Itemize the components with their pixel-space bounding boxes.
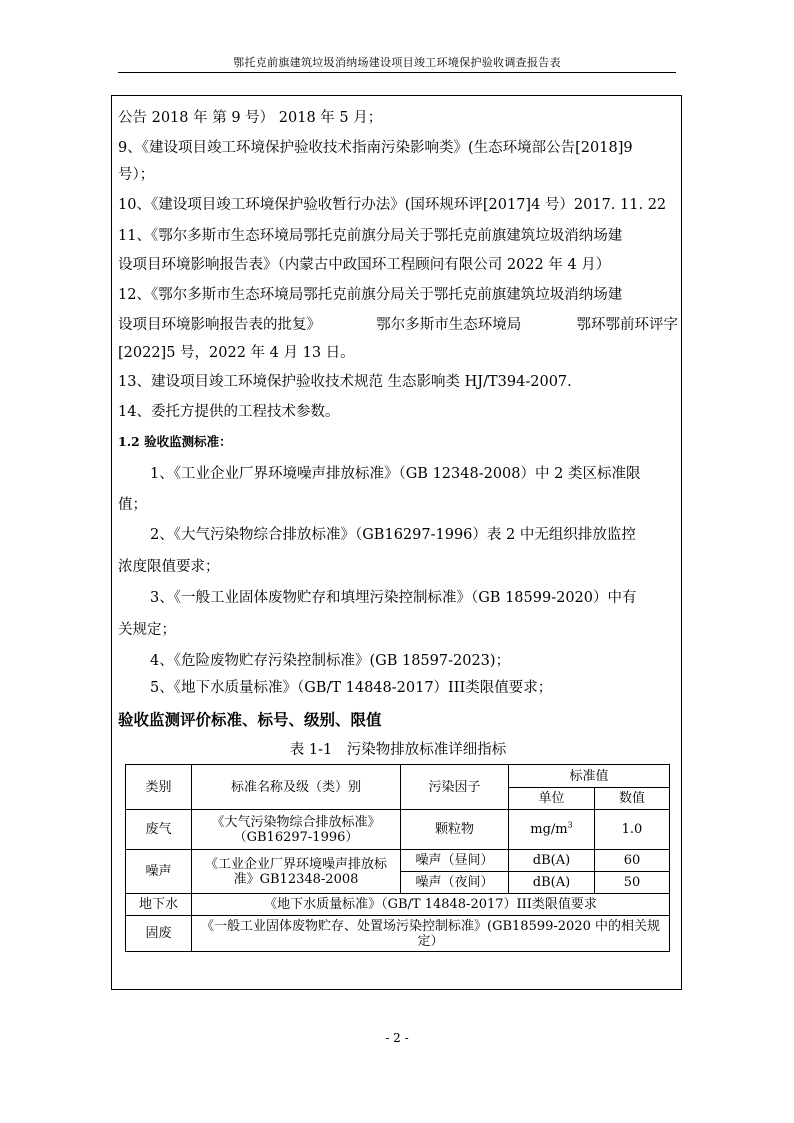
cell-factor: 噪声（夜间）: [401, 872, 509, 894]
standards-table: [125, 764, 670, 952]
text-line: 13、建设项目竣工环境保护验收技术规范 生态影响类 HJ/T394-2007.: [118, 374, 572, 390]
cell-unit: dB(A): [509, 872, 595, 894]
text-line: 值；: [118, 497, 147, 513]
text-line: 设项目环境影响报告表》（内蒙古中政国环工程顾问有限公司 2022 年 4 月）: [118, 257, 611, 273]
text-segment: 鄂尔多斯市生态环境局: [376, 317, 522, 333]
cell-content: [192, 916, 670, 952]
cell-standard-line: 《工业企业厂界环境噪声排放标: [204, 856, 387, 872]
table-row: [126, 894, 670, 916]
text-line: 10、《建设项目竣工环境保护验收暂行办法》(国环规环评[2017]4 号）2017. 11. 22: [118, 197, 667, 213]
cell-content-line: 《一般工业固体废物贮存、处置场污染控制标准》(GB18599-2020 中的相关规: [201, 918, 660, 934]
text-line-justified: [118, 313, 678, 334]
text-line: 公告 2018 年 第 9 号） 2018 年 5 月；: [118, 110, 383, 126]
cell-value: 50: [595, 872, 670, 894]
cell-standard: [192, 810, 401, 850]
cell-category: 噪声: [126, 850, 192, 894]
table-row: [126, 850, 670, 872]
page-number: - 2 -: [385, 1031, 409, 1045]
cell-standard-line: 准》GB12348-2008: [233, 871, 359, 887]
text-segment: 设项目环境影响报告表的批复》: [118, 317, 321, 333]
header-factor: 污染因子: [401, 765, 509, 810]
cell-standard-line: 《大气污染物综合排放标准》: [211, 814, 381, 830]
unit-exponent: 3: [567, 820, 573, 830]
header-standard: 标准名称及级（类）别: [192, 765, 401, 810]
table-row: [126, 810, 670, 850]
header-unit: 单位: [509, 788, 595, 810]
header-rule: [118, 72, 676, 73]
subsection-heading: 验收监测评价标准、标号、级别、限值: [118, 710, 382, 729]
header-std-value: 标准值: [509, 765, 670, 788]
cell-category: 废气: [126, 810, 192, 850]
cell-factor: 噪声（昼间）: [401, 850, 509, 872]
cell-category: 固废: [126, 916, 192, 952]
cell-standard-line: （GB16297-1996）: [233, 829, 359, 845]
cell-category: 地下水: [126, 894, 192, 916]
cell-factor: 颗粒物: [401, 810, 509, 850]
cell-value: 60: [595, 850, 670, 872]
text-line: 5、《地下水质量标准》（GB/T 14848-2017）III类限值要求；: [150, 680, 553, 696]
text-line: 1、《工业企业厂界环境噪声排放标准》（GB 12348-2008）中 2 类区标准限: [150, 466, 641, 482]
text-line: 9、《建设项目竣工环境保护验收技术指南污染影响类》(生态环境部公告[2018]9: [118, 140, 633, 156]
text-line: 14、委托方提供的工程技术参数。: [118, 404, 340, 420]
text-line: [2022]5 号，2022 年 4 月 13 日。: [118, 345, 355, 361]
cell-unit: [509, 810, 595, 850]
text-line: 12、《鄂尔多斯市生态环境局鄂托克前旗分局关于鄂托克前旗建筑垃圾消纳场建: [118, 287, 623, 303]
text-line: 号）；: [118, 167, 155, 183]
text-line: 4、《危险废物贮存污染控制标准》(GB 18597-2023)；: [150, 653, 511, 669]
table-row: [126, 916, 670, 952]
cell-content-line: 定）: [417, 933, 444, 949]
text-line: 关规定；: [118, 622, 176, 638]
text-line: 3、《一般工业固体废物贮存和填埋污染控制标准》（GB 18599-2020）中有: [150, 590, 637, 606]
cell-standard: [192, 850, 401, 894]
unit-base: mg/m: [530, 822, 568, 837]
text-line: 2、《大气污染物综合排放标准》（GB16297-1996）表 2 中无组织排放监控: [150, 527, 636, 543]
cell-unit: dB(A): [509, 850, 595, 872]
text-line: 浓度限值要求；: [118, 559, 220, 575]
header-category: 类别: [126, 765, 192, 810]
text-segment: 鄂环鄂前环评字: [576, 317, 678, 333]
header-value: 数值: [595, 788, 670, 810]
cell-content: 《地下水质量标准》（GB/T 14848-2017）III类限值要求: [192, 894, 670, 916]
page-header: 鄂托克前旗建筑垃圾消纳场建设项目竣工环境保护验收调查报告表: [233, 56, 561, 69]
cell-value: 1.0: [595, 810, 670, 850]
section-heading: 1.2 验收监测标准：: [118, 434, 232, 449]
table-caption: 表 1-1 污染物排放标准详细指标: [289, 742, 507, 758]
text-line: 11、《鄂尔多斯市生态环境局鄂托克前旗分局关于鄂托克前旗建筑垃圾消纳场建: [118, 228, 623, 244]
